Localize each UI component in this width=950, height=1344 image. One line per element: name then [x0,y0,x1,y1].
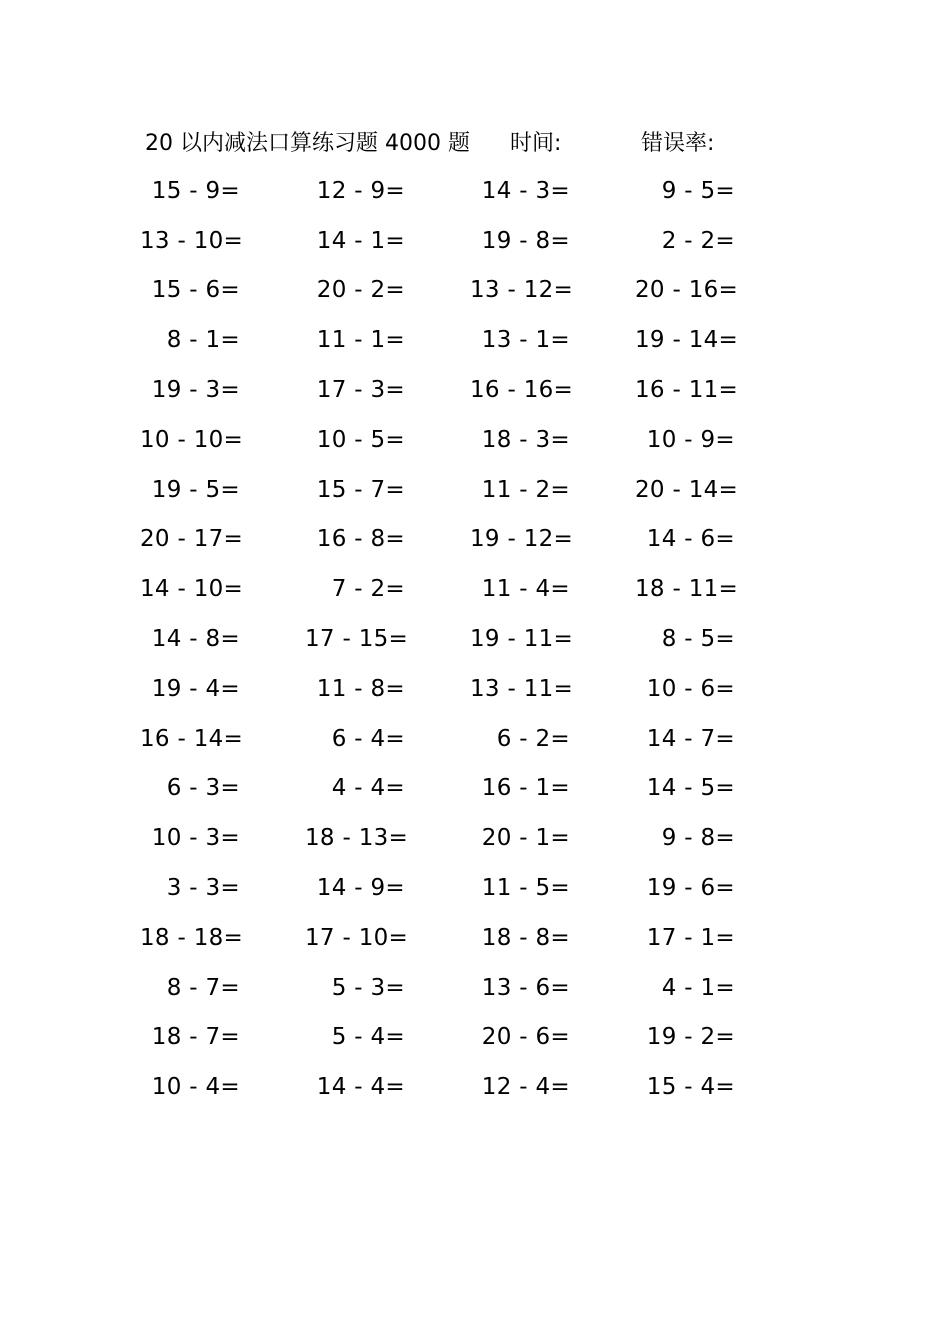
problem-row [140,913,800,963]
problem-cell [140,626,305,652]
problem-cell [140,477,305,503]
problem-cell [305,576,470,602]
subtraction-problem: 20 - 14= [635,476,739,503]
problem-cell [635,1024,800,1050]
problem-cell [140,975,305,1001]
problem-cell [635,775,800,801]
problem-cell [140,775,305,801]
problem-row [140,963,800,1013]
subtraction-problem: 20 - 16= [635,277,739,304]
subtraction-problem: 6 - 2= [496,725,570,752]
subtraction-problem: 18 - 18= [140,924,244,951]
subtraction-problem: 10 - 3= [151,825,240,852]
problem-row [140,664,800,714]
problem-row [140,863,800,913]
subtraction-problem: 14 - 9= [316,875,405,902]
problem-cell [635,427,800,453]
problem-cell [305,875,470,901]
subtraction-problem: 4 - 4= [331,775,405,802]
problem-cell [635,875,800,901]
subtraction-problem: 10 - 5= [316,426,405,453]
subtraction-problem: 10 - 4= [151,1074,240,1101]
subtraction-problem: 8 - 1= [166,327,240,354]
problem-cell [470,277,635,303]
problem-row [140,515,800,565]
problem-row [140,166,800,216]
problem-cell [635,676,800,702]
problem-cell [470,975,635,1001]
subtraction-problem: 11 - 1= [316,327,405,354]
subtraction-problem: 20 - 6= [481,1024,570,1051]
subtraction-problem: 11 - 4= [481,576,570,603]
problem-cell [140,825,305,851]
problem-cell [635,1074,800,1100]
subtraction-problem: 16 - 14= [140,725,244,752]
problem-cell [140,1074,305,1100]
subtraction-problem: 17 - 3= [316,377,405,404]
subtraction-problem: 19 - 12= [470,526,574,553]
problem-cell [305,775,470,801]
problem-cell [635,825,800,851]
problem-cell [470,526,635,552]
subtraction-problem: 14 - 4= [316,1074,405,1101]
problem-cell [140,277,305,303]
subtraction-problem: 18 - 11= [635,576,739,603]
problem-row [140,315,800,365]
subtraction-problem: 19 - 14= [635,327,739,354]
subtraction-problem: 7 - 2= [331,576,405,603]
problem-cell [140,875,305,901]
subtraction-problem: 19 - 5= [151,476,240,503]
subtraction-problem: 6 - 3= [166,775,240,802]
subtraction-problem: 16 - 11= [635,377,739,404]
problem-cell [305,327,470,353]
problem-cell [635,925,800,951]
subtraction-problem: 13 - 10= [140,227,244,254]
problem-row [140,415,800,465]
problem-cell [470,576,635,602]
subtraction-problem: 19 - 8= [481,227,570,254]
problem-cell [140,327,305,353]
problem-cell [635,277,800,303]
problem-cell [635,726,800,752]
problem-cell [470,477,635,503]
problem-cell [470,427,635,453]
problem-cell [305,477,470,503]
subtraction-problem: 2 - 2= [661,227,735,254]
subtraction-problem: 15 - 6= [151,277,240,304]
worksheet-title: 20 以内减法口算练习题 4000 题 [145,131,470,156]
problem-cell [470,178,635,204]
subtraction-problem: 15 - 7= [316,476,405,503]
problem-cell [140,726,305,752]
subtraction-problem: 16 - 1= [481,775,570,802]
subtraction-problem: 16 - 16= [470,377,574,404]
subtraction-problem: 15 - 9= [151,177,240,204]
problem-row [140,266,800,316]
subtraction-problem: 11 - 2= [481,476,570,503]
subtraction-problem: 19 - 2= [646,1024,735,1051]
problem-cell [470,726,635,752]
problem-cell [305,228,470,254]
problem-cell [305,178,470,204]
subtraction-problem: 14 - 10= [140,576,244,603]
time-label: 时间: [510,131,562,156]
subtraction-problem: 14 - 7= [646,725,735,752]
problem-cell [470,825,635,851]
problem-cell [635,626,800,652]
problem-cell [140,427,305,453]
problem-row [140,216,800,266]
subtraction-problem: 9 - 5= [661,177,735,204]
problem-cell [305,277,470,303]
problem-cell [635,477,800,503]
subtraction-problem: 13 - 11= [470,675,574,702]
subtraction-problem: 4 - 1= [661,974,735,1001]
subtraction-problem: 18 - 7= [151,1024,240,1051]
subtraction-problem: 8 - 5= [661,626,735,653]
problem-cell [635,228,800,254]
subtraction-problem: 15 - 4= [646,1074,735,1101]
subtraction-problem: 5 - 4= [331,1024,405,1051]
problem-row [140,614,800,664]
subtraction-problem: 13 - 1= [481,327,570,354]
worksheet-header [145,126,845,162]
problem-row [140,714,800,764]
subtraction-problem: 12 - 4= [481,1074,570,1101]
subtraction-problem: 20 - 2= [316,277,405,304]
subtraction-problem: 13 - 6= [481,974,570,1001]
problem-cell [470,925,635,951]
subtraction-problem: 20 - 1= [481,825,570,852]
problem-cell [305,1024,470,1050]
problem-cell [140,576,305,602]
subtraction-problem: 14 - 8= [151,626,240,653]
subtraction-problem: 13 - 12= [470,277,574,304]
subtraction-problem: 16 - 8= [316,526,405,553]
subtraction-problem: 10 - 6= [646,675,735,702]
problem-cell [140,526,305,552]
subtraction-problem: 17 - 10= [305,924,409,951]
subtraction-problem: 14 - 3= [481,177,570,204]
problem-cell [635,377,800,403]
problem-row [140,813,800,863]
problem-cell [305,1074,470,1100]
problem-cell [635,526,800,552]
problem-cell [140,228,305,254]
problem-cell [305,626,470,652]
subtraction-problem: 19 - 3= [151,377,240,404]
problem-row [140,365,800,415]
problem-row [140,1062,800,1112]
problem-cell [140,925,305,951]
problem-cell [305,975,470,1001]
problem-cell [470,327,635,353]
subtraction-problem: 3 - 3= [166,875,240,902]
problem-row [140,764,800,814]
problem-cell [305,427,470,453]
problem-cell [470,1024,635,1050]
subtraction-problem: 19 - 6= [646,875,735,902]
subtraction-problem: 19 - 4= [151,675,240,702]
subtraction-problem: 14 - 6= [646,526,735,553]
problem-cell [470,626,635,652]
problem-grid [140,166,800,1112]
problem-cell [470,377,635,403]
subtraction-problem: 20 - 17= [140,526,244,553]
error-rate-label: 错误率: [641,131,715,156]
problem-row [140,465,800,515]
subtraction-problem: 5 - 3= [331,974,405,1001]
subtraction-problem: 10 - 9= [646,426,735,453]
subtraction-problem: 10 - 10= [140,426,244,453]
problem-cell [305,377,470,403]
subtraction-problem: 14 - 5= [646,775,735,802]
subtraction-problem: 11 - 8= [316,675,405,702]
problem-cell [635,576,800,602]
subtraction-problem: 6 - 4= [331,725,405,752]
problem-cell [140,377,305,403]
problem-cell [140,1024,305,1050]
problem-cell [470,1074,635,1100]
problem-cell [470,875,635,901]
problem-cell [635,178,800,204]
subtraction-problem: 18 - 3= [481,426,570,453]
problem-row [140,564,800,614]
problem-cell [305,726,470,752]
subtraction-problem: 17 - 1= [646,924,735,951]
subtraction-problem: 18 - 8= [481,924,570,951]
subtraction-problem: 19 - 11= [470,626,574,653]
problem-cell [140,676,305,702]
subtraction-problem: 17 - 15= [305,626,409,653]
problem-cell [635,975,800,1001]
problem-row [140,1013,800,1063]
problem-cell [305,925,470,951]
subtraction-problem: 11 - 5= [481,875,570,902]
problem-cell [305,825,470,851]
problem-cell [470,676,635,702]
subtraction-problem: 14 - 1= [316,227,405,254]
problem-cell [140,178,305,204]
subtraction-problem: 8 - 7= [166,974,240,1001]
subtraction-problem: 18 - 13= [305,825,409,852]
subtraction-problem: 9 - 8= [661,825,735,852]
problem-cell [470,775,635,801]
problem-cell [635,327,800,353]
subtraction-problem: 12 - 9= [316,177,405,204]
problem-cell [305,526,470,552]
problem-cell [305,676,470,702]
problem-cell [470,228,635,254]
